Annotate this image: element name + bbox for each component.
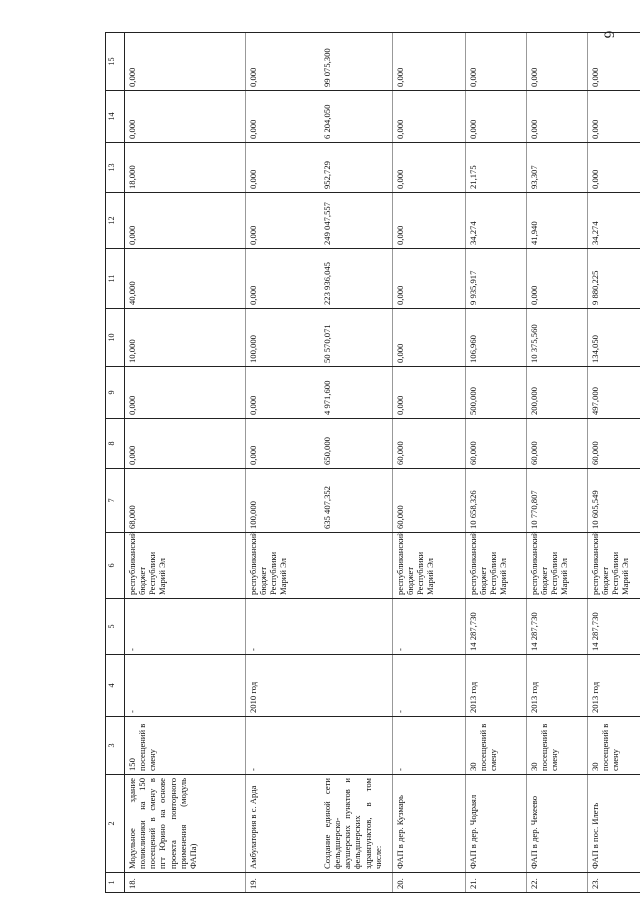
value-cell: 0,000 <box>393 143 466 193</box>
value-cell: 100,000 <box>246 309 321 367</box>
column-header: 3 <box>106 717 125 775</box>
year-cell: - <box>393 655 466 717</box>
value-cell: 223 936,045 <box>320 249 393 309</box>
capacity-cell: 30 посещений в смену <box>588 717 640 775</box>
value-cell: 0,000 <box>466 91 527 143</box>
table-row <box>466 33 527 893</box>
table-row <box>393 33 466 893</box>
value-cell: 0,000 <box>527 33 588 91</box>
column-header: 15 <box>106 33 125 91</box>
estimate-cell: - <box>125 599 246 655</box>
value-cell: 0,000 <box>246 249 321 309</box>
value-cell: 0,000 <box>527 91 588 143</box>
year-cell: 2013 год <box>527 655 588 717</box>
value-cell: 6 204,050 <box>320 91 393 143</box>
row-number: 22. <box>527 873 588 893</box>
value-cell: 18,000 <box>125 143 246 193</box>
year-cell: - <box>125 655 246 717</box>
capacity-cell: 30 посещений в смену <box>466 717 527 775</box>
value-cell: 650,000 <box>320 419 393 469</box>
subtotal-row <box>320 33 393 893</box>
row-number: 23. <box>588 873 640 893</box>
estimate-cell: 14 287,730 <box>527 599 588 655</box>
value-cell: 10 658,326 <box>466 469 527 533</box>
row-number <box>320 873 393 893</box>
funding-source-cell: республиканский бюджет Республики Марий Эл <box>125 533 246 599</box>
value-cell: 0,000 <box>527 249 588 309</box>
value-cell: 60,000 <box>466 419 527 469</box>
value-cell: 9 880,225 <box>588 249 640 309</box>
value-cell: 0,000 <box>393 249 466 309</box>
value-cell: 68,000 <box>125 469 246 533</box>
object-name: ФАП в пос. Илеть <box>588 775 640 873</box>
value-cell: 0,000 <box>393 193 466 249</box>
table-row <box>588 33 640 893</box>
estimate-cell: 14 287,730 <box>588 599 640 655</box>
object-name: Амбулатория в с. Арда <box>246 775 321 873</box>
value-cell: 0,000 <box>393 367 466 419</box>
value-cell: 21,175 <box>466 143 527 193</box>
value-cell: 34,274 <box>588 193 640 249</box>
value-cell: 635 407,352 <box>320 469 393 533</box>
table-row <box>246 33 321 893</box>
program-table <box>105 32 640 893</box>
estimate-cell: - <box>393 599 466 655</box>
value-cell: 0,000 <box>125 367 246 419</box>
value-cell: 0,000 <box>125 33 246 91</box>
value-cell: 0,000 <box>466 33 527 91</box>
value-cell: 0,000 <box>125 91 246 143</box>
capacity-cell: 30 посещений в смену <box>527 717 588 775</box>
column-header: 11 <box>106 249 125 309</box>
value-cell: 34,274 <box>466 193 527 249</box>
value-cell: 249 047,557 <box>320 193 393 249</box>
value-cell: 0,000 <box>393 91 466 143</box>
value-cell: 99 075,300 <box>320 33 393 91</box>
column-header: 5 <box>106 599 125 655</box>
value-cell: 40,000 <box>125 249 246 309</box>
row-number: 18. <box>125 873 246 893</box>
page-number: 6 <box>600 30 617 39</box>
year-cell: 2013 год <box>588 655 640 717</box>
column-header: 12 <box>106 193 125 249</box>
row-number: 20. <box>393 873 466 893</box>
funding-source-cell: республиканский бюджет Республики Марий Эл <box>588 533 640 599</box>
funding-source-cell: республиканский бюджет Республики Марий Эл <box>466 533 527 599</box>
row-number: 19. <box>246 873 321 893</box>
year-cell: 2013 год <box>466 655 527 717</box>
value-cell: 10 770,807 <box>527 469 588 533</box>
value-cell: 50 570,071 <box>320 309 393 367</box>
object-name: ФАП в дер. Чодраял <box>466 775 527 873</box>
capacity-cell: - <box>246 717 321 775</box>
column-header: 6 <box>106 533 125 599</box>
value-cell: 100,000 <box>246 469 321 533</box>
value-cell: 106,960 <box>466 309 527 367</box>
capacity-cell: - <box>393 717 466 775</box>
object-name: ФАП в дер. Кузмарь <box>393 775 466 873</box>
column-header: 10 <box>106 309 125 367</box>
year-cell: 2010 год <box>246 655 321 717</box>
column-header: 1 <box>106 873 125 893</box>
value-cell: 0,000 <box>246 193 321 249</box>
funding-source-cell: республиканский бюджет Республики Марий Эл <box>246 533 321 599</box>
value-cell: 134,050 <box>588 309 640 367</box>
value-cell: 952,729 <box>320 143 393 193</box>
value-cell: 4 971,600 <box>320 367 393 419</box>
value-cell: 0,000 <box>393 33 466 91</box>
value-cell: 60,000 <box>393 469 466 533</box>
value-cell: 0,000 <box>246 419 321 469</box>
value-cell: 0,000 <box>588 143 640 193</box>
estimate-cell: - <box>246 599 321 655</box>
value-cell: 0,000 <box>246 367 321 419</box>
value-cell: 0,000 <box>125 193 246 249</box>
estimate-cell <box>320 599 393 655</box>
column-header: 13 <box>106 143 125 193</box>
object-name: ФАП в дер. Чекеево <box>527 775 588 873</box>
estimate-cell: 14 287,730 <box>466 599 527 655</box>
value-cell: 0,000 <box>393 309 466 367</box>
column-header: 7 <box>106 469 125 533</box>
table-row <box>125 33 246 893</box>
object-name: Создание единой сети фельдшерско-акушерских пунктов и фельдшерских здравпунктов, в том числе: <box>320 775 393 873</box>
value-cell: 0,000 <box>246 33 321 91</box>
column-header: 14 <box>106 91 125 143</box>
table-row <box>527 33 588 893</box>
value-cell: 0,000 <box>246 91 321 143</box>
capacity-cell: 150 посещений в смену <box>125 717 246 775</box>
value-cell: 93,307 <box>527 143 588 193</box>
funding-source-cell: республиканский бюджет Республики Марий Эл <box>393 533 466 599</box>
year-cell <box>320 655 393 717</box>
value-cell: 0,000 <box>588 33 640 91</box>
value-cell: 9 935,917 <box>466 249 527 309</box>
column-header: 4 <box>106 655 125 717</box>
funding-source-cell <box>320 533 393 599</box>
value-cell: 200,000 <box>527 367 588 419</box>
funding-source-cell: республиканский бюджет Республики Марий Эл <box>527 533 588 599</box>
value-cell: 500,000 <box>466 367 527 419</box>
value-cell: 0,000 <box>125 419 246 469</box>
value-cell: 10 375,560 <box>527 309 588 367</box>
column-header: 9 <box>106 367 125 419</box>
value-cell: 60,000 <box>393 419 466 469</box>
value-cell: 10,000 <box>125 309 246 367</box>
value-cell: 497,000 <box>588 367 640 419</box>
value-cell: 41,940 <box>527 193 588 249</box>
column-header: 2 <box>106 775 125 873</box>
object-name: Модульное здание поликлиники на 150 посещений в смену в пгт Юрино на основе проекта повторного применения (модуль ФАПа) <box>125 775 246 873</box>
value-cell: 0,000 <box>588 91 640 143</box>
column-number-row <box>106 33 125 893</box>
row-number: 21. <box>466 873 527 893</box>
capacity-cell <box>320 717 393 775</box>
value-cell: 60,000 <box>527 419 588 469</box>
value-cell: 0,000 <box>246 143 321 193</box>
rotated-table-container <box>105 30 637 893</box>
value-cell: 10 605,549 <box>588 469 640 533</box>
column-header: 8 <box>106 419 125 469</box>
value-cell: 60,000 <box>588 419 640 469</box>
